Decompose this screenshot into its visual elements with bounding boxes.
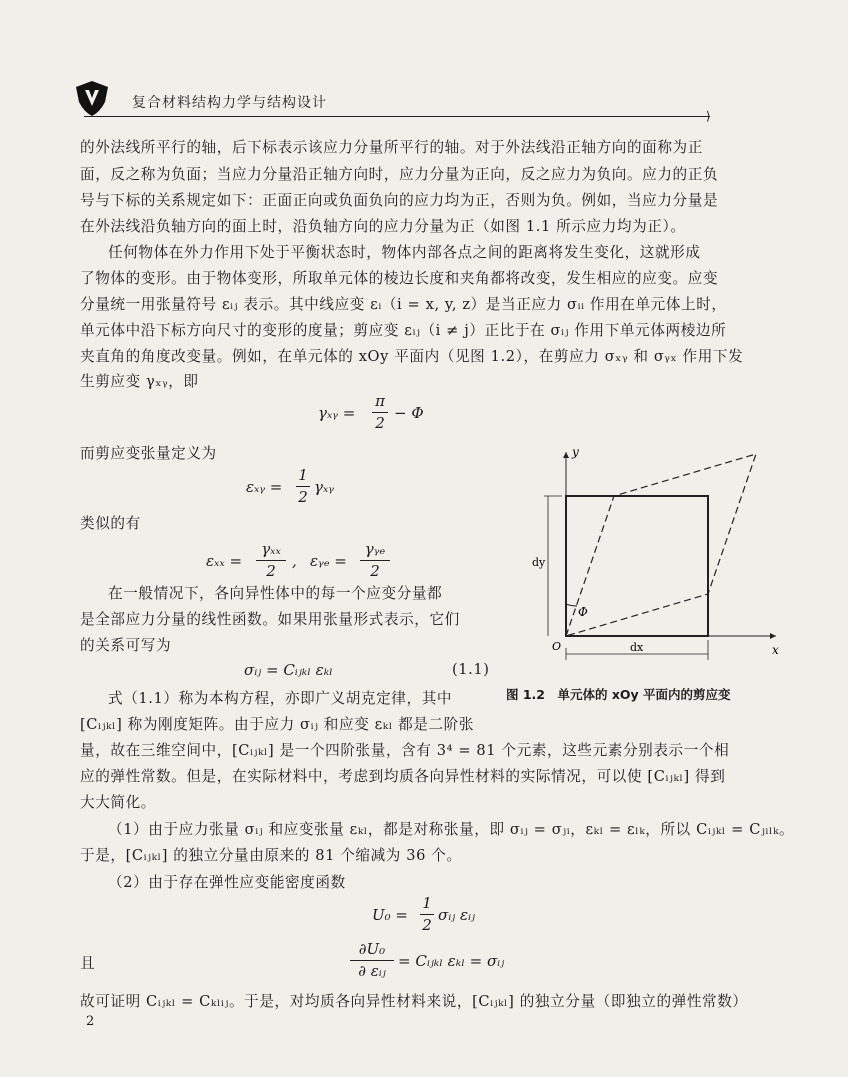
text-line: 了物体的变形。由于物体变形，所取单元体的棱边长度和夹角都将改变，发生相应的应变。应变 [80,270,719,287]
text-line: 大大简化。 [80,794,156,811]
equation-exx-num: γₓₓ [261,540,281,558]
equation-gamma-num: π [375,392,385,410]
text-line: 是全部应力分量的线性函数。如果用张量形式表示，它们 [80,611,460,628]
text-line: 面，反之称为负面；当应力分量沿正轴方向时，应力分量为正向，反之应力为负向。应力的正负 [80,166,719,183]
page-number: 2 [86,1014,95,1029]
fraction-bar [372,412,388,413]
text-line: 夹直角的角度改变量。例如，在单元体的 xOy 平面内（见图 1.2），在剪应力 σₓᵧ 和 σᵧₓ 作用下发 [80,348,744,365]
text-line: 号与下标的关系规定如下：正面正向或负面负向的应力均为正，否则为负。例如，当应力分量是 [80,192,719,209]
equation-u0-den: 2 [422,916,432,934]
equation-eyz-num: γᵧₑ [364,540,386,558]
text-line: 式（1.1）称为本构方程，亦即广义胡克定律，其中 [108,690,453,707]
text-line: [Cᵢⱼₖₗ] 称为刚度矩阵。由于应力 σᵢⱼ 和应变 εₖₗ 都是二阶张 [80,716,475,733]
equation-exx-lhs: εₓₓ = [206,552,243,570]
equation-deriv-num: ∂U₀ [358,940,386,958]
text-line: 单元体中沿下标方向尺寸的变形的度量；剪应变 εᵢⱼ（i ≠ j）正比于在 σᵢⱼ 作用下单元体两棱边所 [80,322,727,339]
text-line: 量，故在三维空间中，[Cᵢⱼₖₗ] 是一个四阶张量，含有 3⁴ = 81 个元素，这些元素分别表示一个相 [80,742,730,759]
text-line: 故可证明 Cᵢⱼₖₗ = Cₖₗᵢⱼ。于是，对均质各向异性材料来说，[Cᵢⱼₖₗ] 的独立分量（即独立的弹性常数） [80,993,748,1010]
fraction-bar [296,486,310,487]
text-line: 的外法线所平行的轴，后下标表示该应力分量所平行的轴。对于外法线沿正轴方向的面称为正 [80,139,703,156]
equation-u0-lhs: U₀ = [372,906,408,924]
figure-caption: 图 1.2 单元体的 xOy 平面内的剪应变 [506,687,731,702]
equation-constitutive: σᵢⱼ = Cᵢⱼₖₗ εₖₗ [244,661,333,679]
text-line: 生剪应变 γₓᵧ，即 [80,373,199,390]
fraction-bar [256,560,286,561]
equation-eyz-den: 2 [370,562,380,580]
label-phi: Φ [578,605,588,619]
fraction-bar [420,914,434,915]
equation-exy-lhs: εₓᵧ = [246,478,283,496]
text-line: （1）由于应力张量 σᵢⱼ 和应变张量 εₖₗ，都是对称张量，即 σᵢⱼ = σⱼᵢ，εₖₗ = εₗₖ，所以 Cᵢⱼₖₗ = Cⱼᵢₗₖ。 [108,821,795,838]
label-dy: dy [532,556,546,569]
equation-gamma-lhs: γₓᵧ = [318,404,356,422]
equation-gamma-rest: − Φ [394,404,424,422]
text-line: 且 [80,955,96,972]
figure-shear-strain-diagram [532,440,790,670]
text-line: 于是，[Cᵢⱼₖₗ] 的独立分量由原来的 81 个缩减为 36 个。 [80,847,462,864]
fraction-bar [350,960,394,961]
equation-exy-den: 2 [298,488,308,506]
equation-u0-rest: σᵢⱼ εᵢⱼ [438,906,476,924]
text-line: 在外法线沿负轴方向的面上时，沿负轴方向的应力分量为正（如图 1.1 所示应力均为正）。 [80,218,686,235]
header-rule [84,116,710,117]
equation-u0-num: 1 [422,894,432,912]
fraction-bar [360,560,390,561]
text-line: 而剪应变张量定义为 [80,445,217,462]
text-line: 任何物体在外力作用下处于平衡状态时，物体内部各点之间的距离将发生变化，这就形成 [108,244,701,261]
header-rule-arrow: ⟩ [706,109,711,123]
label-x: x [772,643,779,657]
label-origin: O [552,640,562,653]
text-line: 在一般情况下，各向异性体中的每一个应变分量都 [108,585,443,602]
equation-deriv-den: ∂ εᵢⱼ [358,962,386,980]
equation-exx-den: 2 [266,562,276,580]
equation-eyz-lhs: εᵧₑ = [310,552,347,570]
equation-gamma-den: 2 [375,414,385,432]
equation-exy-num: 1 [298,466,308,484]
shield-logo-icon [72,78,112,118]
text-line: 类似的有 [80,515,141,532]
text-line: 分量统一用张量符号 εᵢⱼ 表示。其中线应变 εᵢ（i = x, y, z）是当正应力 σᵢᵢ 作用在单元体上时， [80,296,727,313]
equation-exy-rest: γₓᵧ [314,478,334,496]
deformed-element [566,454,756,636]
book-title: 复合材料结构力学与结构设计 [132,95,327,111]
text-line: 应的弹性常数。但是，在实际材料中，考虑到均质各向异性材料的实际情况，可以使 [Cᵢⱼₖₗ] 得到 [80,768,726,785]
label-y: y [572,445,579,459]
label-dx: dx [630,641,644,654]
equation-deriv-rest: = Cᵢⱼₖₗ εₖₗ = σᵢⱼ [398,952,505,970]
equation-number: (1.1) [452,661,490,678]
text-line: （2）由于存在弹性应变能密度函数 [108,874,346,891]
angle-arc [566,604,577,606]
text-line: 的关系可写为 [80,637,172,654]
